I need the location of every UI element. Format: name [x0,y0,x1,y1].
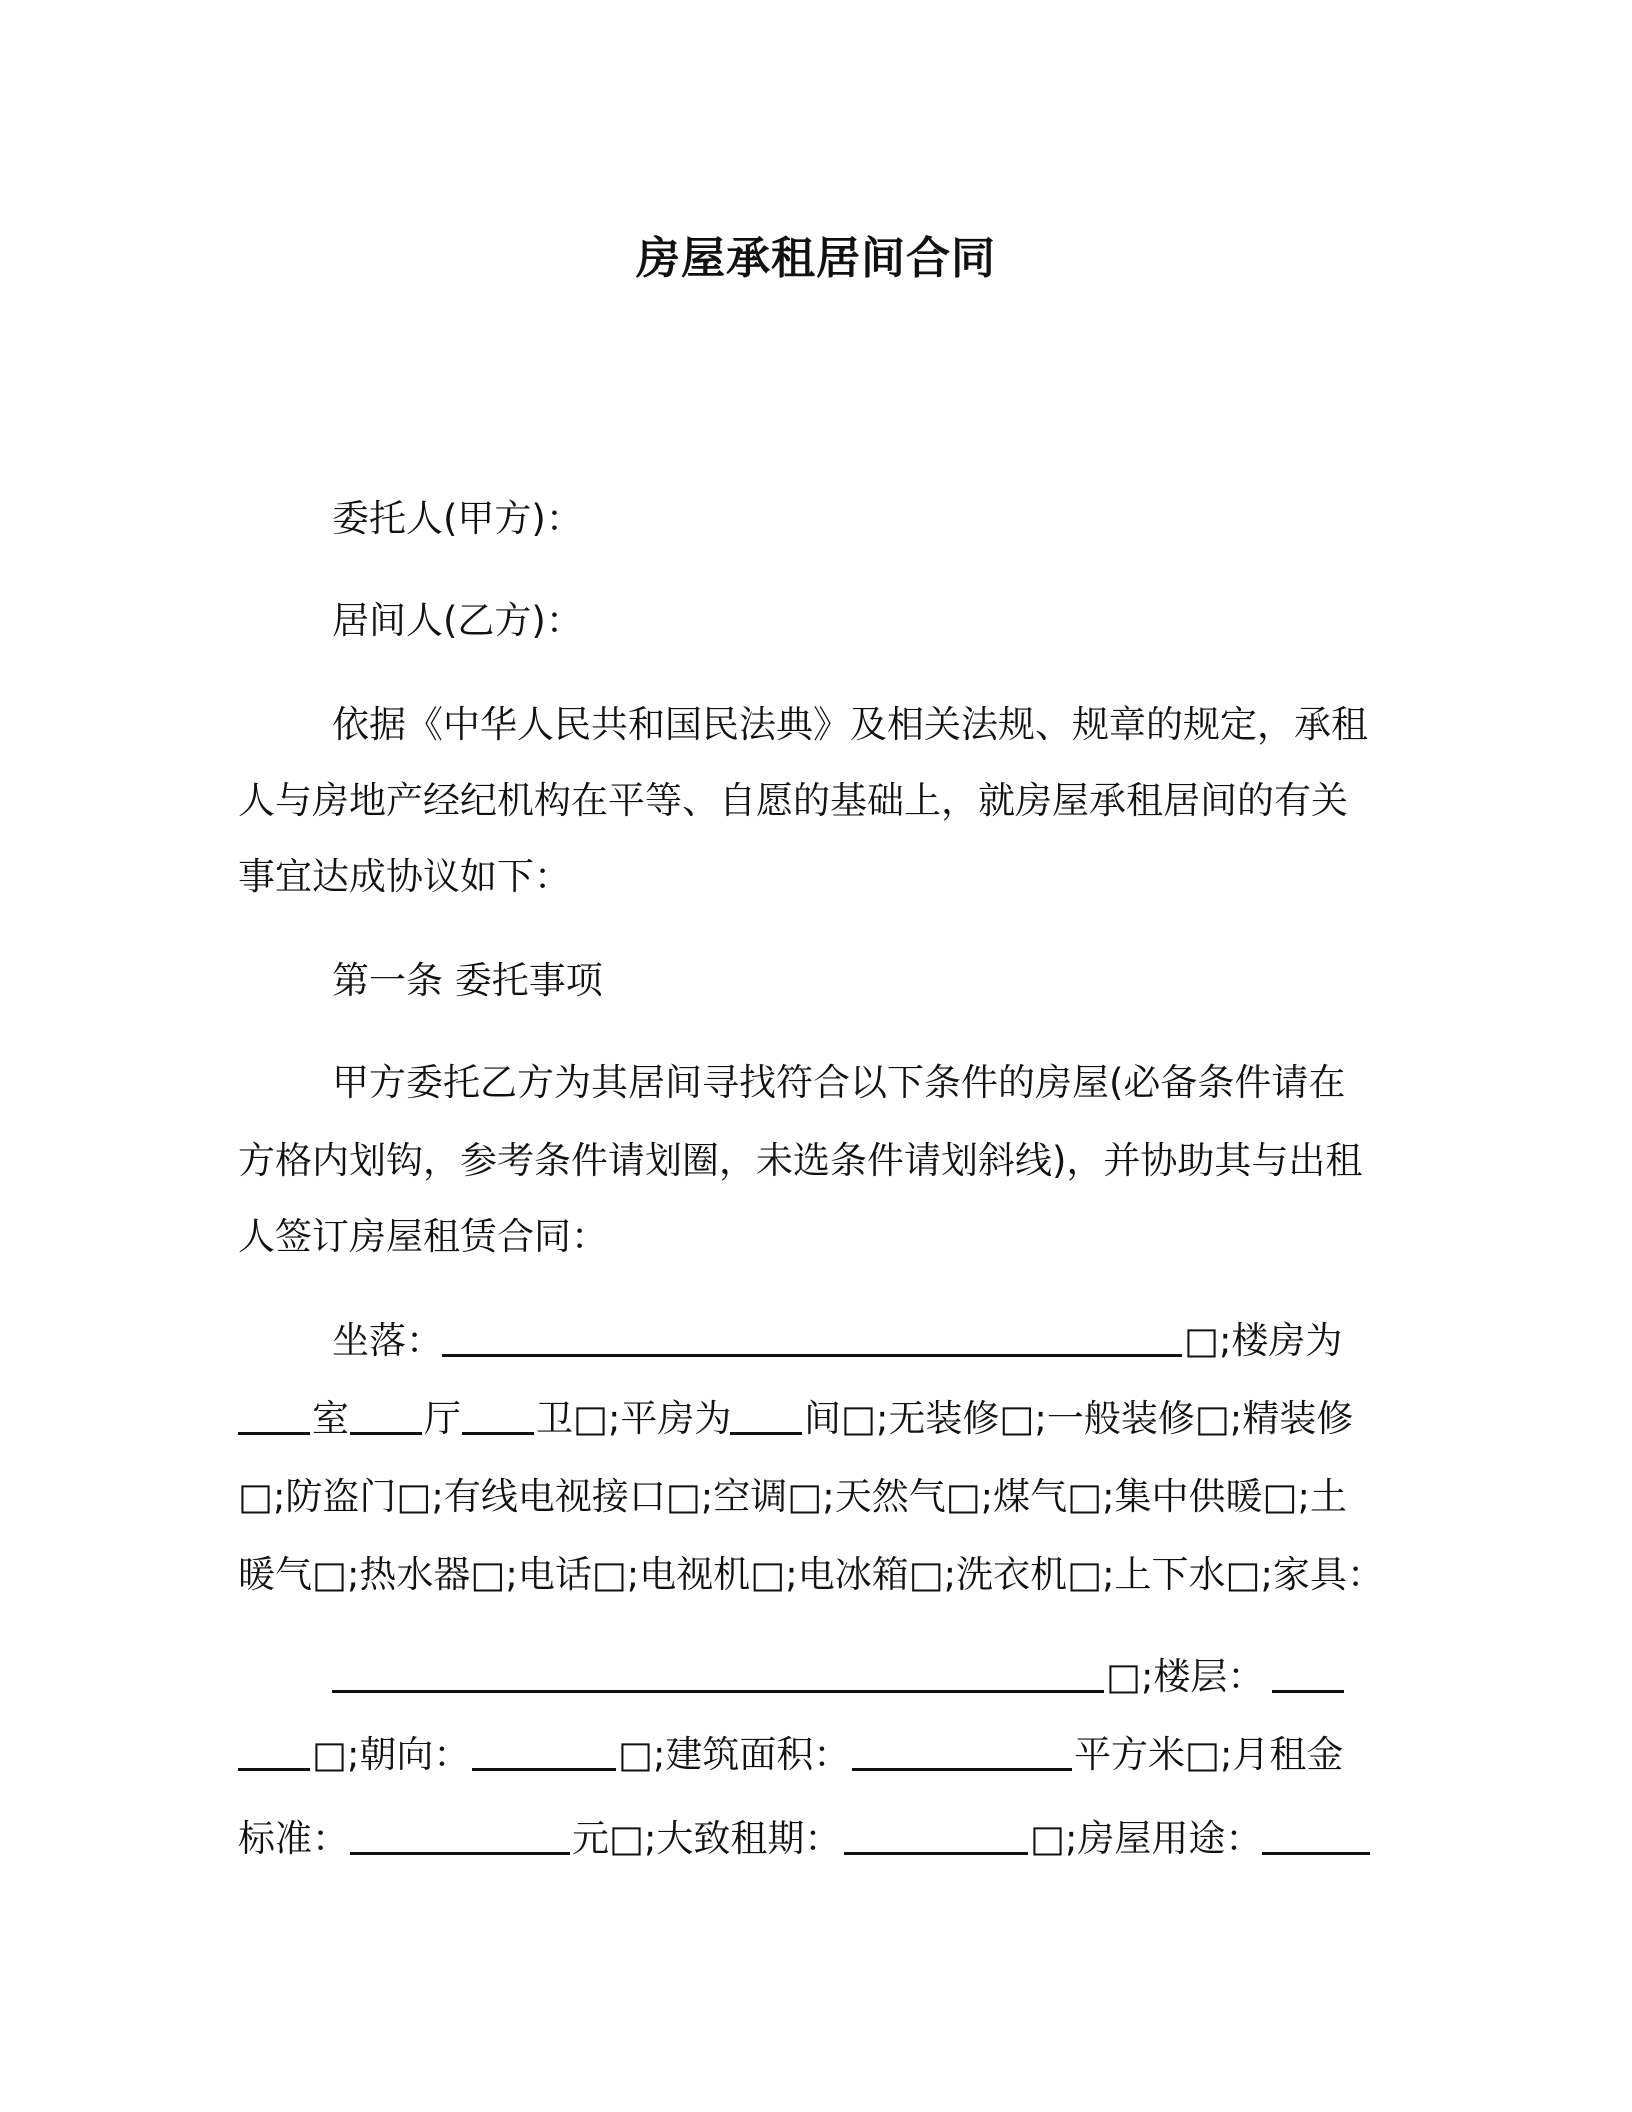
form-location-label: 坐落： [332,1319,443,1362]
halls-blank[interactable] [350,1432,422,1435]
baths-blank[interactable] [462,1432,534,1435]
form-line1-tail: □;楼房为 [1184,1319,1343,1362]
form-standard-label: 标准： [238,1817,349,1860]
party-b-label: 居间人(乙方)： [332,599,583,642]
term-blank[interactable] [844,1852,1028,1855]
form-term-label: 元□;大致租期： [572,1817,842,1860]
form-line6-tail: 平方米□;月租金 [1074,1733,1344,1776]
form-line3: □;防盗门□;有线电视接口□;空调□;天然气□;煤气□;集中供暖□;土 [238,1475,1347,1518]
form-line4: 暖气□;热水器□;电话□;电视机□;电冰箱□;洗衣机□;上下水□;家具： [238,1553,1384,1596]
orientation-blank[interactable] [472,1768,616,1771]
article1-body-line-3: 人签订房屋租赁合同： [238,1215,608,1258]
form-floor-label: □;楼层： [1106,1655,1265,1698]
bungalow-rooms-blank[interactable] [730,1432,802,1435]
form-area-label: □;建筑面积： [618,1733,851,1776]
article1-heading: 第一条 委托事项 [332,959,603,1002]
rent-blank[interactable] [350,1852,570,1855]
preamble-line-3: 事宜达成协议如下： [238,855,571,898]
preamble-line-2: 人与房地产经纪机构在平等、自愿的基础上，就房屋承租居间的有关 [238,779,1348,822]
use-blank[interactable] [1262,1852,1370,1855]
area-blank[interactable] [852,1768,1072,1771]
form-orientation-label: □;朝向： [312,1733,471,1776]
rooms-blank[interactable] [238,1432,310,1435]
furniture-blank[interactable] [332,1690,1104,1693]
floor-blank-2[interactable] [238,1768,310,1771]
form-hall-label: 厅 [424,1397,461,1440]
article1-body-line-1: 甲方委托乙方为其居间寻找符合以下条件的房屋(必备条件请在 [332,1061,1346,1104]
form-room-label: 室 [312,1397,349,1440]
article1-body-line-2: 方格内划钩，参考条件请划圈，未选条件请划斜线)，并协助其与出租 [238,1139,1363,1182]
form-line2-tail: 间□;无装修□;一般装修□;精装修 [804,1397,1354,1440]
location-blank[interactable] [442,1354,1182,1357]
document-title: 房屋承租居间合同 [636,233,996,284]
party-a-label: 委托人(甲方)： [332,497,583,540]
preamble-line-1: 依据《中华人民共和国民法典》及相关法规、规章的规定，承租 [332,703,1368,746]
floor-blank-1[interactable] [1272,1690,1344,1693]
form-bath-label: 卫□;平房为 [536,1397,732,1440]
form-use-label: □;房屋用途： [1030,1817,1263,1860]
